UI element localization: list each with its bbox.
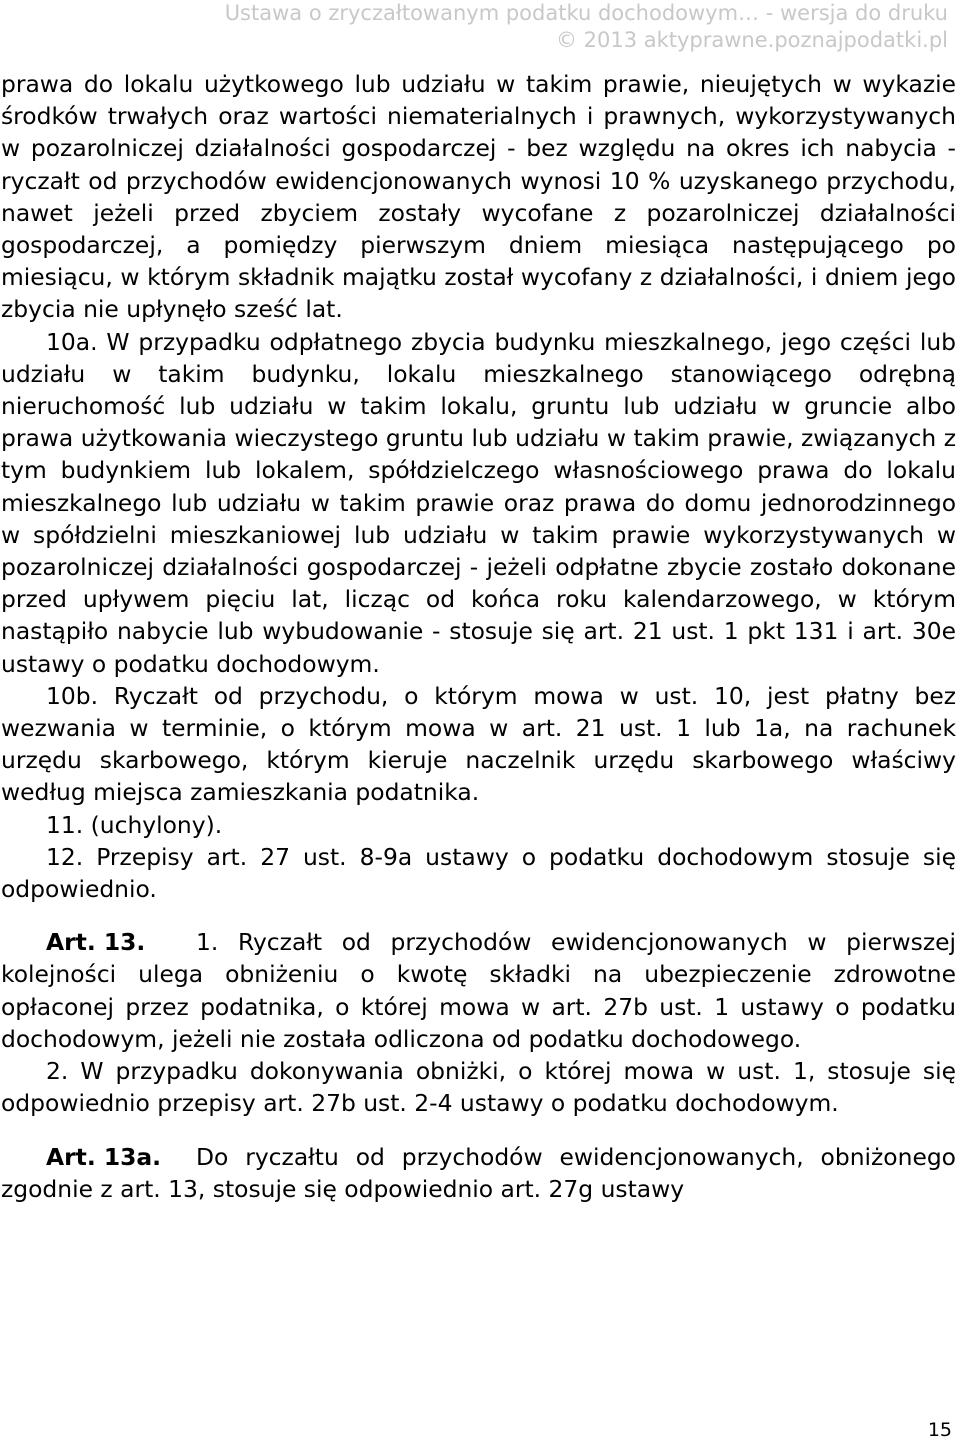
- document-body: [0, 68, 960, 1205]
- article-13-ust-1-number: 1.: [196, 928, 219, 957]
- paragraph-12: 12. Przepisy art. 27 ust. 8-9a ustawy o podatku dochodowym stosuje się odpowiednio.: [1, 842, 956, 904]
- article-13-label: Art. 13.: [46, 928, 146, 957]
- paragraph-continuation: prawa do lokalu użytkowego lub udziału w takim prawie, nieujętych w wykazie środków trwałych oraz wartości niematerialnych i prawnych, wykorzystywanych w pozarolniczej działalności gospodarczej - bez względu na okres ich nabycia - ryczałt od przychodów ewidencjonowanych wynosi 10 % uzyskanego przychodu, nawet jeżeli przed zbyciem zostały wycofane z pozarolniczej działalności gospodarczej, a pomiędzy pierwszym dniem miesiąca następującego po miesiącu, w którym składnik majątku został wycofany z działalności, i dniem jego zbycia nie upłynęło sześć lat.: [1, 70, 956, 324]
- article-13-ust-1-text: Ryczałt od przychodów ewidencjonowanych w pierwszej kolejności ulega obniżeniu o kwotę składki na ubezpieczenie zdrowotne opłaconej przez podatnika, o której mowa w art. 27b ust. 1 ustawy o podatku dochodowym, jeżeli nie została odliczona od podatku dochodowego.: [1, 928, 957, 1053]
- article-13-paragraph-2: 2. W przypadku dokonywania obniżki, o której mowa w ust. 1, stosuje się odpowiednio przepisy art. 27b ust. 2-4 ustawy o podatku dochodowym.: [1, 1057, 956, 1118]
- article-13a-text: Do ryczałtu od przychodów ewidencjonowanych, obniżonego zgodnie z art. 13, stosuje się odpowiednio art. 27g ustawy: [1, 1142, 956, 1203]
- article-13-paragraph-1: [1, 926, 956, 1055]
- header-title: Ustawa o zryczałtowanym podatku dochodowym… - wersja do druku: [224, 1, 948, 25]
- header-copyright: © 2013 aktyprawne.poznajpodatki.pl: [555, 28, 948, 52]
- document-header: [0, 0, 960, 54]
- paragraph-10b: 10b. Ryczałt od przychodu, o którym mowa w ust. 10, jest płatny bez wezwania w terminie, o którym mowa w art. 21 ust. 1 lub 1a, na rachunek urzędu skarbowego, którym kieruje naczelnik urzędu skarbowego właściwy według miejsca zamieszkania podatnika.: [1, 681, 956, 807]
- page-number: 15: [927, 1419, 952, 1441]
- paragraph-10a: 10a. W przypadku odpłatnego zbycia budynku mieszkalnego, jego części lub udziału w takim budynku, lokalu mieszkalnego stanowiącego odrębną nieruchomość lub udziału w takim lokalu, gruntu lub udziału w gruncie albo prawa użytkowania wieczystego gruntu lub udziału w takim prawie, związanych z tym budynkiem lub lokalem, spółdzielczego własnościowego prawa do lokalu mieszkalnego lub udziału w takim prawie oraz prawa do domu jednorodzinnego w spółdzielni mieszkaniowej lub udziału w takim prawie wykorzystywanych w pozarolniczej działalności gospodarczej - jeżeli odpłatne zbycie zostało dokonane przed upływem pięciu lat, licząc od końca roku kalendarzowego, w którym nastąpiło nabycie lub wybudowanie - stosuje się art. 21 ust. 1 pkt 131 i art. 30e ustawy o podatku dochodowym.: [1, 327, 956, 678]
- article-13a-paragraph: [1, 1141, 956, 1205]
- article-13a-label: Art. 13a.: [46, 1142, 162, 1171]
- paragraph-11: 11. (uchylony).: [46, 810, 223, 839]
